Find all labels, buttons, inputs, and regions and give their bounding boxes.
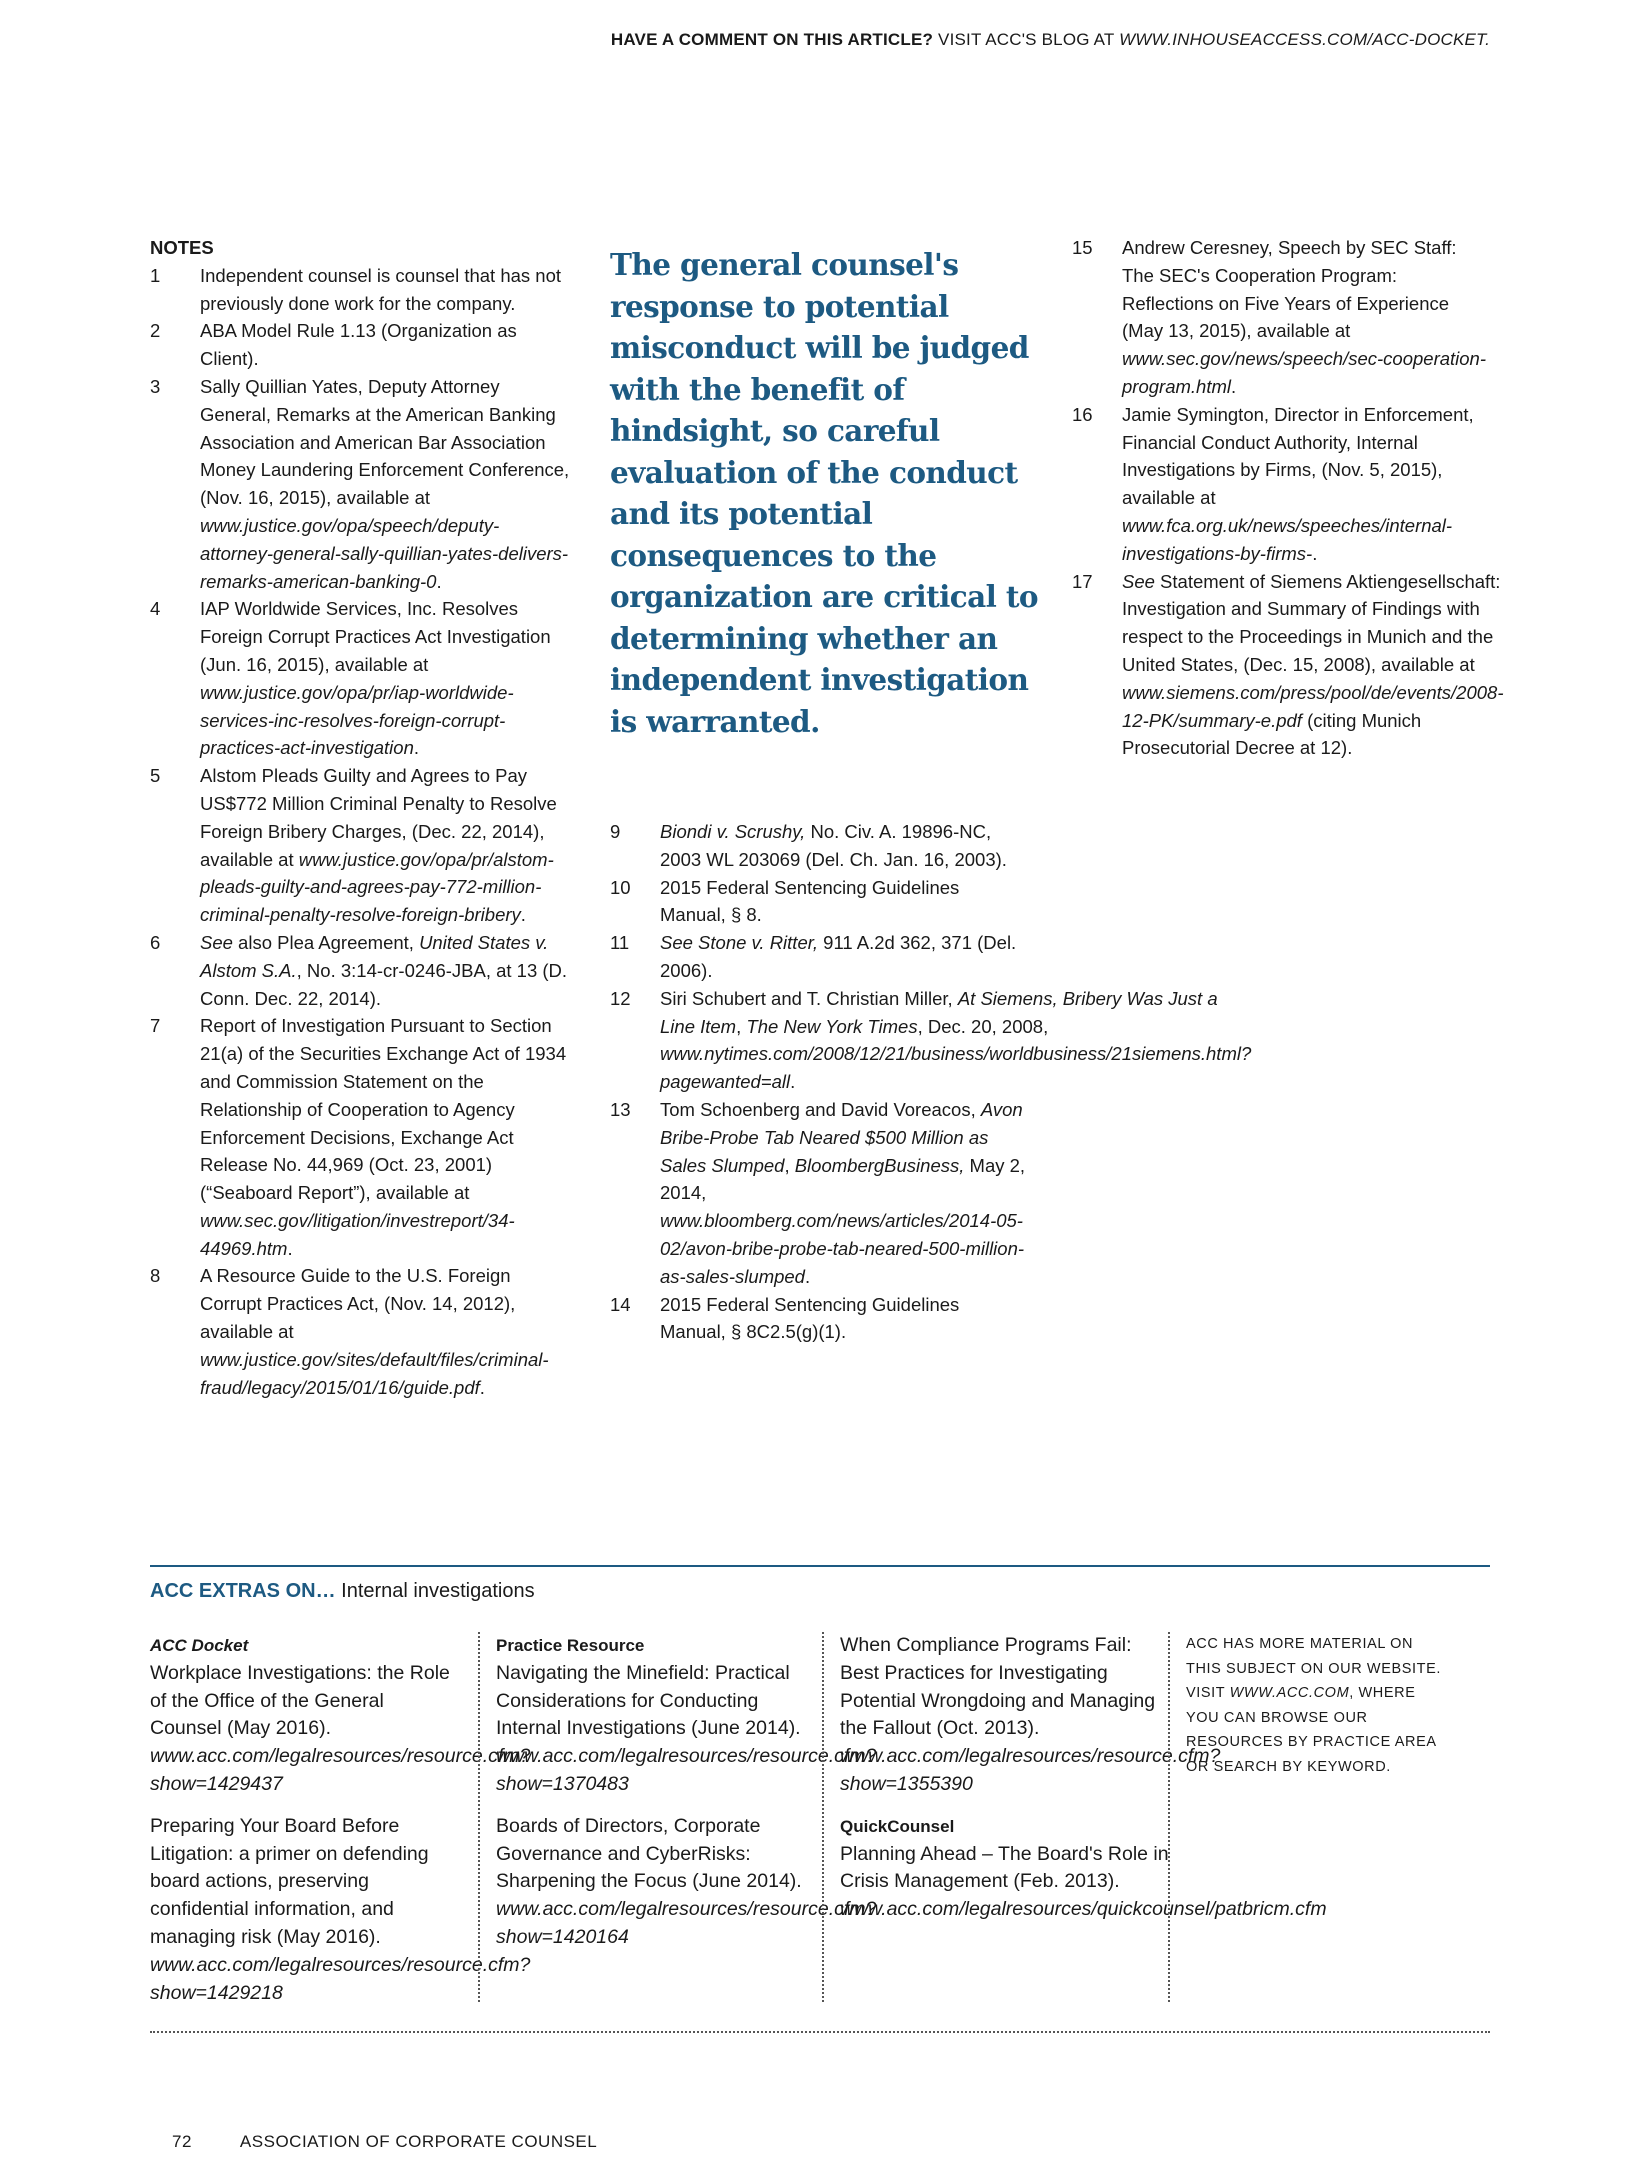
endnote-text (200, 1262, 570, 1401)
endnote-text-run: IAP Worldwide Services, Inc. Resolves Foreign Corrupt Practices Act Investigation (Jun. 16, 2015), available at (200, 598, 551, 675)
endnote-text-run: ABA Model Rule 1.13 (Organization as Client). (200, 320, 517, 370)
extras-divider (150, 1565, 1490, 1567)
publication-name: ASSOCIATION OF CORPORATE COUNSEL (239, 2132, 598, 2151)
endnote-text-run: Jamie Symington, Director in Enforcement, Financial Conduct Authority, Internal Investigations by Firms, (Nov. 5, 2015), available at (1122, 403, 1474, 509)
endnote-text-run: , (736, 1015, 747, 1037)
endnote-number: 8 (150, 1265, 161, 1287)
endnote-text (660, 818, 1030, 874)
endnote-number: 6 (150, 931, 161, 953)
endnote-italic-text: www.justice.gov/opa/speech/deputy-attorney-general-sally-quillian-yates-delivers-remarks-american-banking-0 (200, 514, 569, 592)
endnote-text-run: May 2, 2014, (660, 1154, 1026, 1204)
endnote-text-run: , Dec. 20, 2008, (917, 1015, 1049, 1037)
endnote-text-run: Siri Schubert and T. Christian Miller, (660, 987, 958, 1009)
resource-link[interactable]: www.acc.com/legalresources/resource.cfm?show=1429218 (150, 1953, 531, 2004)
pull-quote: The general counsel's response to potential misconduct will be judged with the benefit of hindsight, so careful evaluation of the conduct and its potential consequences to the organization are critical to determining whether an independent investigation is warranted. (610, 247, 1039, 739)
endnote-text-run: Statement of Siemens Aktiengesellschaft: Investigation and Summary of Findings with respect to the Proceedings in Munich and the United States, (Dec. 15, 2008), available at (1122, 570, 1501, 675)
endnote-italic-text: www.justice.gov/opa/pr/alstom-pleads-guilty-and-agrees-pay-772-million-criminal-penalty-resolve-foreign-bribery (200, 848, 554, 926)
endnote-italic-text: www.fca.org.uk/news/speeches/internal-investigations-by-firms- (1122, 514, 1453, 564)
endnote-text-run: 911 A.2d 362, 371 (Del. 2006). (660, 932, 1017, 981)
endnote-text-run: . (790, 1071, 796, 1093)
endnote-text-run: Tom Schoenberg and David Voreacos, (660, 1098, 981, 1120)
endnote-text-run: also Plea Agreement, (232, 931, 420, 953)
endnote-text-run: Alstom Pleads Guilty and Agrees to Pay US$772 Million Criminal Penalty to Resolve Foreign Bribery Charges, (Dec. 22, 2014), available at (200, 765, 557, 870)
endnote-text (660, 929, 1030, 985)
extras-heading-quickcounsel: QuickCounsel (840, 1816, 955, 1836)
endnote-text (1122, 568, 1504, 763)
endnote-text (660, 985, 1251, 1096)
endnote-text (200, 929, 570, 1012)
endnote-italic-text: www.nytimes.com/2008/12/21/business/worldbusiness/21siemens.html?pagewanted=all (660, 1043, 1252, 1093)
endnote-text-run: 2015 Federal Sentencing Guidelines Manual, § 8C2.5(g)(1). (660, 1293, 960, 1343)
extras-website-note (1168, 1632, 1446, 2002)
endnote-number: 10 (610, 876, 631, 898)
endnote (150, 317, 570, 373)
endnote (1072, 234, 1492, 401)
endnote-text-run: . (413, 737, 420, 759)
endnote-text-run: Report of Investigation Pursuant to Section 21(a) of the Securities Exchange Act of 1934 and Commission Statement on the Relationship of Cooperation to Agency Enforcement Decisions, Exchange Act Release No. 44,969 (Oct. 23, 2001) (“Seaboard Report”), available at (200, 1015, 567, 1204)
resource-item (150, 1660, 531, 1799)
endnote-number: 15 (1072, 237, 1093, 258)
notes-column-1 (150, 234, 570, 1401)
endnote-text-run: Independent counsel is counsel that has not previously done work for the company. (200, 264, 562, 314)
resource-link[interactable]: www.acc.com/legalresources/resource.cfm?show=1370483 (496, 1745, 877, 1795)
endnote-text-run: . (287, 1237, 293, 1259)
resource-title: Boards of Directors, Corporate Governance and CyberRisks: Sharpening the Focus (June 2014). (496, 1814, 802, 1893)
endnote-italic-text: Biondi v. Scrushy, (660, 821, 806, 842)
endnote (150, 1012, 570, 1262)
resource-link[interactable]: www.acc.com/legalresources/quickcounsel/patbricm.cfm (840, 1898, 1327, 1921)
endnote-text-run: Andrew Ceresney, Speech by SEC Staff: The SEC's Cooperation Program: Reflections on Five Years of Experience (May 13, 2015), available at (1122, 237, 1457, 342)
endnote-text-run: . (1312, 542, 1318, 564)
endnote-italic-text: www.siemens.com/press/pool/de/events/2008-12-PK/summary-e.pdf (1122, 681, 1504, 731)
extras-title (150, 1580, 535, 1603)
extras-heading-docket: ACC Docket (150, 1636, 249, 1655)
endnote-number: 12 (610, 987, 631, 1009)
extras-topic: Internal investigations (335, 1580, 535, 1602)
endnote-text (200, 762, 570, 929)
endnote-italic-text: BloombergBusiness, (794, 1154, 965, 1176)
extras-column-practice-resource (478, 1632, 877, 2002)
resource-title: Preparing Your Board Before Litigation: a primer on defending board actions, preserving confidential information, and managing risk (May 2016). (150, 1814, 429, 1948)
blog-link[interactable]: WWW.INHOUSEACCESS.COM/ACC-DOCKET. (1119, 30, 1490, 49)
resource-item (496, 1813, 877, 1952)
endnote-text-run: (citing Munich Prosecutorial Decree at 12). (1122, 709, 1422, 759)
comment-banner (611, 30, 1490, 50)
endnote-number: 2 (150, 320, 161, 342)
notes-heading: NOTES (150, 237, 214, 258)
page-number: 72 (172, 2132, 192, 2151)
resource-item (840, 1632, 1221, 1799)
endnote-italic-text: Avon Bribe-Probe Tab Neared $500 Million as Sales Slumped (660, 1098, 1023, 1176)
resource-item (496, 1660, 877, 1799)
website-note-text: ACC HAS MORE MATERIAL ON THIS SUBJECT ON OUR WEBSITE. VISIT (1186, 1636, 1442, 1701)
endnote-number: 11 (610, 932, 630, 954)
endnote-text-run: . (1230, 375, 1237, 397)
endnote (610, 818, 1030, 874)
resource-title: When Compliance Programs Fail: Best Practices for Investigating Potential Wrongdoing and Managing the Fallout (Oct. 2013). (840, 1634, 1156, 1740)
endnote (610, 1291, 1030, 1347)
endnote-text (660, 1096, 1030, 1291)
resource-link[interactable]: www.acc.com/legalresources/resource.cfm?show=1355390 (840, 1745, 1221, 1795)
endnote-number: 16 (1072, 403, 1093, 425)
endnote-italic-text: See (200, 931, 233, 953)
endnote-italic-text: www.justice.gov/opa/pr/iap-worldwide-services-inc-resolves-foreign-corrupt-practices-act-investigation (200, 681, 514, 759)
endnote-italic-text: United States v. Alstom S.A. (200, 931, 549, 981)
endnote-text (200, 1012, 570, 1262)
endnote-text (200, 262, 570, 318)
endnote-italic-text: At Siemens, Bribery Was Just a Line Item (660, 987, 1218, 1037)
notes-column-2 (610, 818, 1252, 1346)
endnote-text-run: . (520, 904, 526, 926)
resource-link[interactable]: www.acc.com/legalresources/resource.cfm?show=1420164 (496, 1898, 877, 1948)
footer-divider (150, 2031, 1490, 2033)
endnote-text (660, 1291, 1030, 1347)
endnote-text-run: . (479, 1376, 485, 1398)
notes-column-3 (1072, 234, 1504, 762)
endnote-number: 13 (610, 1098, 631, 1120)
endnote-italic-text: www.justice.gov/sites/default/files/criminal-fraud/legacy/2015/01/16/guide.pdf (200, 1348, 549, 1398)
page-footer (172, 2132, 597, 2152)
endnote-number: 1 (150, 264, 161, 286)
website-link[interactable]: WWW.ACC.COM (1229, 1685, 1350, 1701)
endnote-italic-text: www.sec.gov/litigation/investreport/34-44969.htm (200, 1209, 515, 1259)
endnote (150, 373, 570, 595)
endnote (1072, 401, 1492, 568)
endnote-number: 3 (150, 375, 161, 397)
endnote (610, 874, 1030, 930)
endnote-number: 17 (1072, 570, 1093, 592)
endnote-text (1122, 234, 1492, 401)
endnote-text-run: . (436, 570, 442, 592)
resource-link[interactable]: www.acc.com/legalresources/resource.cfm?show=1429437 (150, 1745, 531, 1795)
endnote-number: 4 (150, 598, 161, 620)
endnote (150, 1262, 570, 1401)
endnote-italic-text: www.sec.gov/news/speech/sec-cooperation-program.html (1122, 348, 1487, 397)
endnote-text-run: , No. 3:14-cr-0246-JBA, at 13 (D. Conn. Dec. 22, 2014). (200, 959, 568, 1009)
resource-title: Planning Ahead – The Board's Role in Crisis Management (Feb. 2013). (840, 1842, 1169, 1893)
resource-title: Navigating the Minefield: Practical Considerations for Conducting Internal Investigations (June 2014). (496, 1661, 801, 1740)
endnote-italic-text: See Stone v. Ritter, (660, 932, 819, 954)
endnote-text-run: No. Civ. A. 19896-NC, 2003 WL 203069 (Del. Ch. Jan. 16, 2003). (660, 821, 1007, 870)
extras-heading-practice-resource: Practice Resource (496, 1636, 645, 1655)
endnote (150, 929, 570, 1012)
endnote-number: 9 (610, 821, 621, 842)
endnote-text-run: . (804, 1265, 811, 1287)
endnote-text (200, 317, 570, 373)
endnote-number: 7 (150, 1015, 161, 1037)
resource-title: Workplace Investigations: the Role of the Office of the General Counsel (May 2016). (150, 1661, 450, 1740)
endnote-text-run: 2015 Federal Sentencing Guidelines Manual, § 8. (660, 876, 960, 926)
endnote-text-run: A Resource Guide to the U.S. Foreign Corrupt Practices Act, (Nov. 14, 2012), available at (200, 1265, 516, 1343)
endnote-number: 5 (150, 765, 161, 787)
endnote (610, 1096, 1030, 1291)
endnote (610, 929, 1030, 985)
endnote (1072, 568, 1504, 763)
comment-banner-question: HAVE A COMMENT ON THIS ARTICLE? (610, 30, 934, 49)
endnote-text (200, 373, 570, 595)
endnote-number: 14 (610, 1293, 631, 1315)
comment-banner-text: VISIT ACC'S BLOG AT (933, 30, 1120, 49)
endnote-text-run: , (784, 1154, 795, 1176)
endnote-text (200, 595, 570, 762)
endnote (150, 262, 570, 318)
endnote (150, 762, 570, 929)
endnote (150, 595, 570, 762)
endnote-text (660, 874, 1030, 930)
endnote-italic-text: www.bloomberg.com/news/articles/2014-05-02/avon-bribe-probe-tab-neared-500-million-as-sales-slumped (660, 1210, 1025, 1287)
endnote-italic-text: See (1122, 570, 1155, 592)
website-note-text-end: , WHERE YOU CAN BROWSE OUR RESOURCES BY PRACTICE AREA OR SEARCH BY KEYWORD. (1186, 1685, 1436, 1775)
endnote-text (1122, 401, 1492, 568)
endnote-text-run: Sally Quillian Yates, Deputy Attorney General, Remarks at the American Banking Association and American Bar Association Money Laundering Enforcement Conference, (Nov. 16, 2015), available at (200, 375, 570, 509)
endnote (610, 985, 1252, 1096)
resource-item (150, 1813, 531, 2008)
resource-item (840, 1841, 1327, 1924)
extras-column-docket (150, 1632, 531, 2021)
extras-label: ACC EXTRAS ON… (150, 1580, 336, 1602)
endnote-italic-text: The New York Times (746, 1015, 918, 1037)
